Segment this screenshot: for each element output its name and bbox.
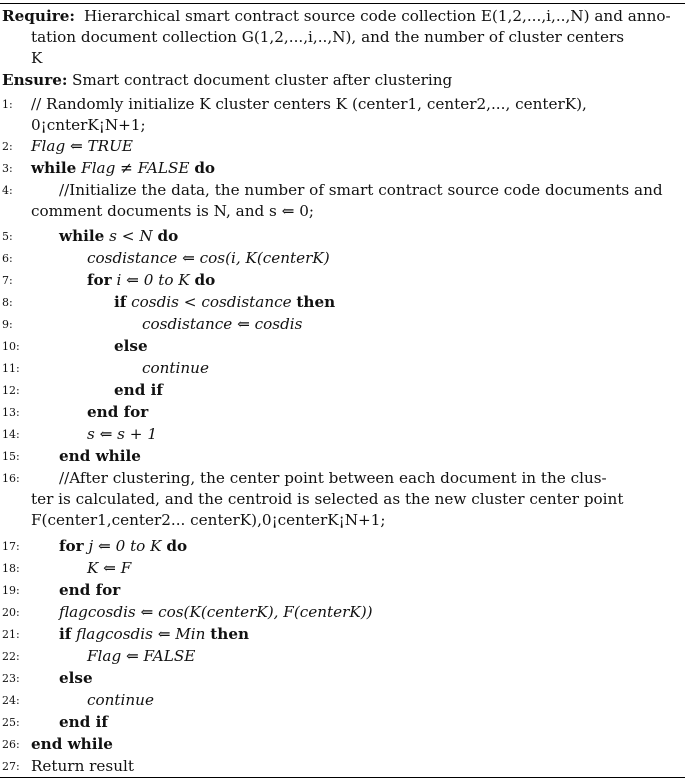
while-statement <box>31 158 215 179</box>
statement: s ⇐ s + 1 <box>87 425 158 443</box>
comment-text: 0¡cnterK¡N+1; <box>31 116 146 134</box>
line-number: 9: <box>2 318 13 331</box>
keyword-end-if: end if <box>114 381 163 399</box>
line-number: 26: <box>2 738 20 751</box>
condition: cosdis < cosdistance <box>131 293 292 311</box>
line-number: 18: <box>2 562 20 575</box>
for-statement <box>87 270 215 291</box>
line-number: 3: <box>2 162 13 175</box>
line-number: 21: <box>2 628 20 641</box>
line-number: 17: <box>2 540 20 553</box>
keyword-if: if <box>114 293 127 311</box>
line-number: 6: <box>2 252 13 265</box>
statement: K ⇐ F <box>87 559 132 577</box>
keyword-end-for: end for <box>59 581 121 599</box>
statement: Flag ⇐ FALSE <box>87 647 196 665</box>
keyword-do: do <box>157 227 179 245</box>
if-statement <box>59 624 249 645</box>
statement: cosdistance ⇐ cos(i, K(centerK) <box>87 249 330 267</box>
statement: continue <box>142 359 209 377</box>
for-statement <box>59 536 187 557</box>
while-statement <box>59 226 178 247</box>
line-number: 19: <box>2 584 20 597</box>
comment-text: // Randomly initialize K cluster centers K (center1, center2,..., centerK), <box>31 95 587 113</box>
line-number: 25: <box>2 716 20 729</box>
condition: flagcosdis ⇐ Min <box>76 625 206 643</box>
require-text-2: tation document collection G(1,2,...,i,..,N), and the number of cluster centers <box>31 28 625 46</box>
require-label: Require: <box>2 7 75 25</box>
ensure-text: Smart contract document cluster after clustering <box>72 71 453 89</box>
require-text-3: K <box>31 49 43 67</box>
line-number: 15: <box>2 450 20 463</box>
line-number: 14: <box>2 428 20 441</box>
top-rule <box>0 3 685 4</box>
condition: Flag ≠ FALSE <box>81 159 190 177</box>
line-number: 5: <box>2 230 13 243</box>
if-statement <box>114 292 335 313</box>
keyword-do: do <box>194 271 216 289</box>
condition: s < N <box>109 227 153 245</box>
keyword-then: then <box>210 625 250 643</box>
keyword-while: while <box>31 159 77 177</box>
keyword-end-if: end if <box>59 713 108 731</box>
keyword-else: else <box>114 337 148 355</box>
line-number: 2: <box>2 140 13 153</box>
line-number: 7: <box>2 274 13 287</box>
keyword-while: while <box>59 227 105 245</box>
comment-text: F(center1,center2... centerK),0¡centerK¡N+1; <box>31 511 386 529</box>
ensure-label: Ensure: <box>2 71 68 89</box>
line-number: 27: <box>2 760 20 773</box>
keyword-if: if <box>59 625 72 643</box>
line-number: 16: <box>2 472 20 485</box>
line-number: 1: <box>2 98 13 111</box>
comment-text: //Initialize the data, the number of smart contract source code documents and <box>59 181 663 199</box>
loop-range: j ⇐ 0 to K <box>88 537 162 555</box>
statement: Return result <box>31 757 134 775</box>
require-text-1: Hierarchical smart contract source code collection E(1,2,...,i,..,N) and anno- <box>84 7 671 25</box>
line-number: 10: <box>2 340 20 353</box>
bottom-rule <box>0 777 685 778</box>
line-number: 12: <box>2 384 20 397</box>
line-number: 11: <box>2 362 20 375</box>
line-number: 24: <box>2 694 20 707</box>
line-number: 13: <box>2 406 20 419</box>
line-number: 22: <box>2 650 20 663</box>
keyword-for: for <box>87 271 112 289</box>
line-number: 4: <box>2 184 13 197</box>
keyword-for: for <box>59 537 84 555</box>
statement: Flag ⇐ TRUE <box>31 137 134 155</box>
statement: continue <box>87 691 154 709</box>
comment-text: //After clustering, the center point between each document in the clus- <box>59 469 607 487</box>
line-number: 20: <box>2 606 20 619</box>
loop-range: i ⇐ 0 to K <box>116 271 190 289</box>
line-number: 23: <box>2 672 20 685</box>
keyword-then: then <box>296 293 336 311</box>
statement: flagcosdis ⇐ cos(K(centerK), F(centerK)) <box>59 603 373 621</box>
keyword-end-for: end for <box>87 403 149 421</box>
keyword-end-while: end while <box>31 735 113 753</box>
line-number: 8: <box>2 296 13 309</box>
keyword-end-while: end while <box>59 447 141 465</box>
keyword-do: do <box>194 159 216 177</box>
comment-text: ter is calculated, and the centroid is selected as the new cluster center point <box>31 490 624 508</box>
statement: cosdistance ⇐ cosdis <box>142 315 303 333</box>
keyword-do: do <box>166 537 188 555</box>
comment-text: comment documents is N, and s ⇐ 0; <box>31 202 314 220</box>
keyword-else: else <box>59 669 93 687</box>
